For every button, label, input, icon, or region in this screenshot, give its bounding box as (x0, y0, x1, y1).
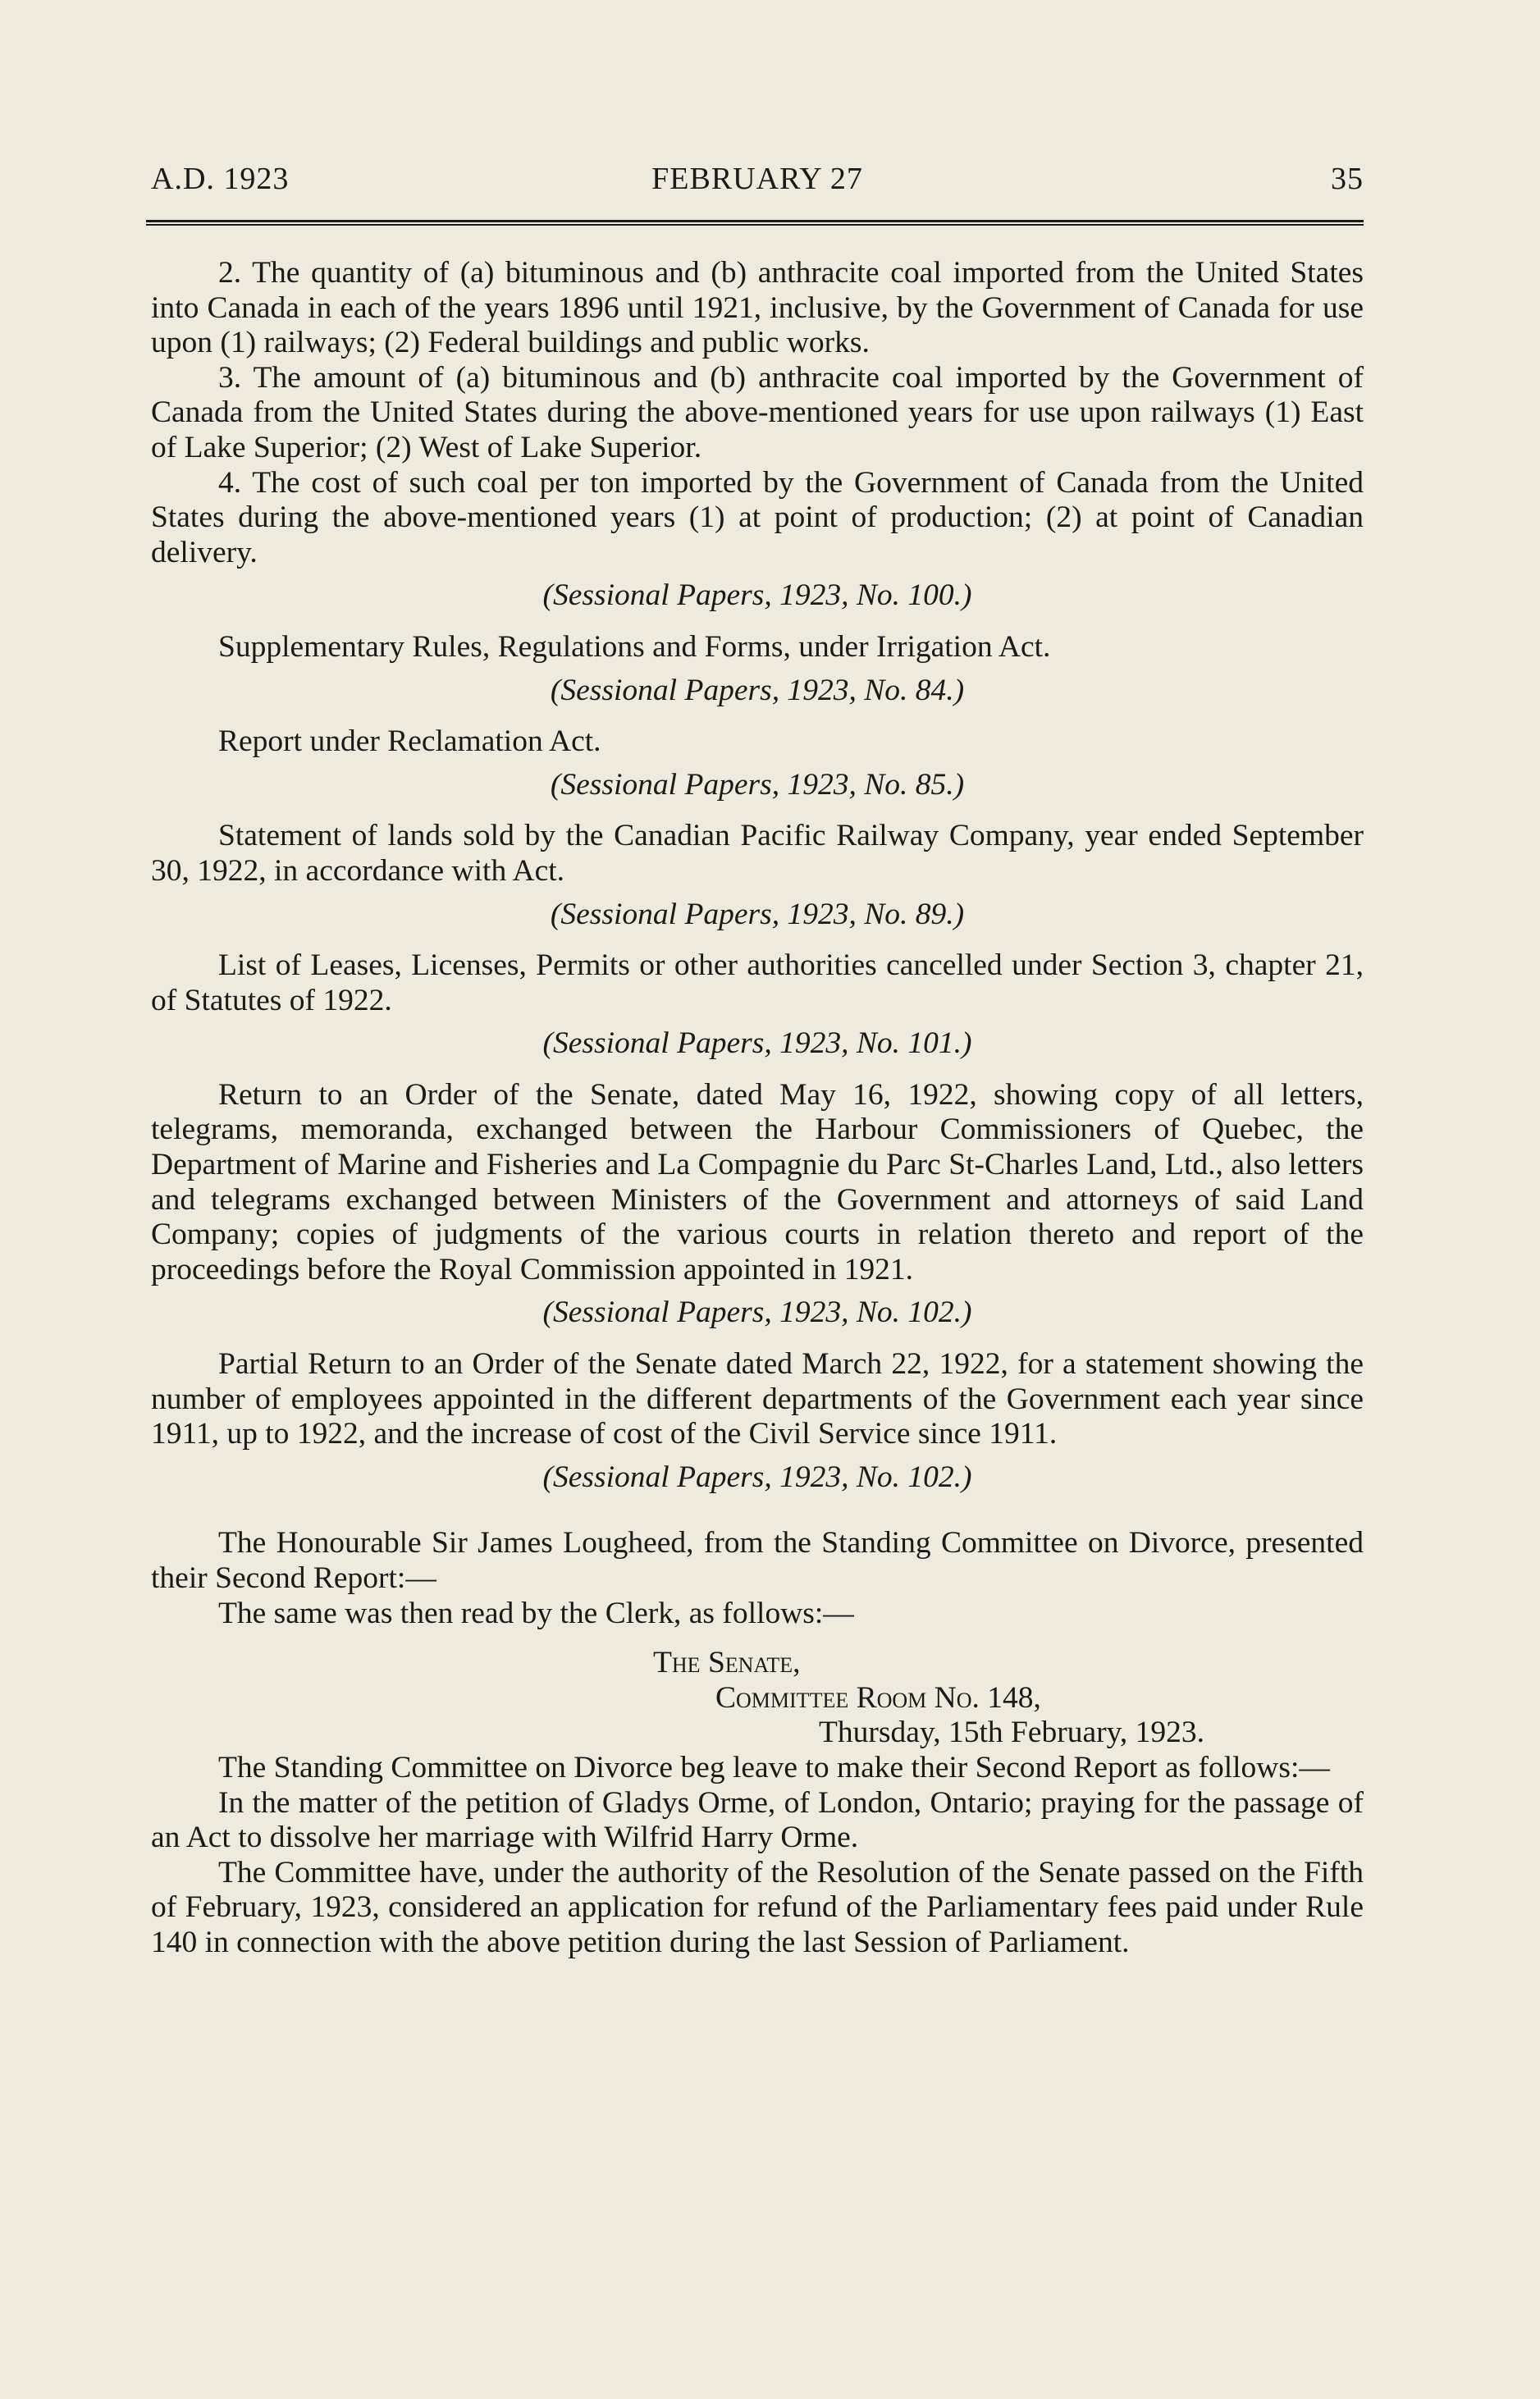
address-date: Thursday, 15th February, 1923. (819, 1716, 1205, 1750)
paragraph-second-report: The Standing Committee on Divorce beg leave to make their Second Report as follows:— (218, 1750, 1330, 1784)
header-year: A.D. 1923 (151, 162, 290, 196)
paragraph-divorce-report: The Honourable Sir James Lougheed, from the Standing Committee on Divorce, presented their Second Report:— (151, 1526, 1364, 1595)
sessional-paper-citation: (Sessional Papers, 1923, No. 85.) (550, 767, 965, 802)
paragraph-cpr-lands: Statement of lands sold by the Canadian Pacific Railway Company, year ended September 30, 1922, in accordance with Act. (151, 819, 1364, 888)
sessional-paper-citation: (Sessional Papers, 1923, No. 102.) (542, 1295, 972, 1330)
sessional-paper-citation: (Sessional Papers, 1923, No. 89.) (550, 897, 965, 931)
section-spacer (151, 1511, 1364, 1526)
address-committee-room: Committee Room No. 148, (715, 1680, 1041, 1715)
paragraph-coal-cost: 4. The cost of such coal per ton imported by the Government of Canada from the United States during the above-mentioned years (1) at point of production; (2) at point of Canadian delivery. (151, 465, 1364, 569)
paragraph-refund-application: The Committee have, under the authority of the Resolution of the Senate passed on the Fifth of February, 1923, considered an application for refund of the Parliamentary fees paid under Rule 140 in connection with the above petition during the last Session of Parliament. (151, 1855, 1364, 1959)
paragraph-coal-amount: 3. The amount of (a) bituminous and (b) anthracite coal imported by the Government of Canada from the United States during the above-mentioned years for use upon railways (1) East of Lake Superior; (2) West of Lake Superior. (151, 360, 1364, 464)
paragraph-read-by-clerk: The same was then read by the Clerk, as follows:— (218, 1596, 854, 1630)
paragraph-leases-list: List of Leases, Licenses, Permits or other authorities cancelled under Section 3, chapter 21, of Statutes of 1922. (151, 948, 1364, 1017)
sessional-paper-citation: (Sessional Papers, 1923, No. 84.) (550, 673, 965, 707)
paragraph-irrigation-act: Supplementary Rules, Regulations and Forms, under Irrigation Act. (218, 629, 1051, 664)
paragraph-harbour-return: Return to an Order of the Senate, dated May 16, 1922, showing copy of all letters, telegrams, memoranda, exchanged between the Harbour Commissioners of Quebec, the Department of Marine and Fisheries and La Compagnie du Parc St-Charles Land, Ltd., also letters and telegrams exchanged between Ministers of the Government and attorneys of said Land Company; copies of judgments of the various courts in relation thereto and report of the proceedings before the Royal Commission appointed in 1921. (151, 1077, 1364, 1286)
sessional-paper-citation: (Sessional Papers, 1923, No. 102.) (542, 1460, 972, 1494)
section-spacer (151, 1631, 1364, 1646)
paragraph-coal-quantity: 2. The quantity of (a) bituminous and (b) anthracite coal imported from the United States into Canada in each of the years 1896 until 1921, inclusive, by the Government of Canada for use upon (1) railways; (2) Federal buildings and public works. (151, 256, 1364, 360)
paragraph-orme-petition: In the matter of the petition of Gladys Orme, of London, Ontario; praying for the passage of an Act to dissolve her marriage with Wilfrid Harry Orme. (151, 1785, 1364, 1855)
sessional-paper-citation: (Sessional Papers, 1923, No. 100.) (542, 578, 972, 613)
address-senate: The Senate, (653, 1646, 801, 1680)
paragraph-employees-return: Partial Return to an Order of the Senate dated March 22, 1922, for a statement showing the number of employees appointed in the different departments of the Government each year since 1911, up to 1922, and the increase of cost of the Civil Service since 1911. (151, 1347, 1364, 1451)
sessional-paper-citation: (Sessional Papers, 1923, No. 101.) (542, 1026, 972, 1061)
document-body (151, 256, 1364, 1961)
header-rule (146, 220, 1364, 226)
page-number: 35 (1331, 162, 1364, 196)
running-header (151, 161, 1364, 210)
paragraph-reclamation-act: Report under Reclamation Act. (218, 724, 601, 759)
header-date: FEBRUARY 27 (651, 162, 863, 196)
